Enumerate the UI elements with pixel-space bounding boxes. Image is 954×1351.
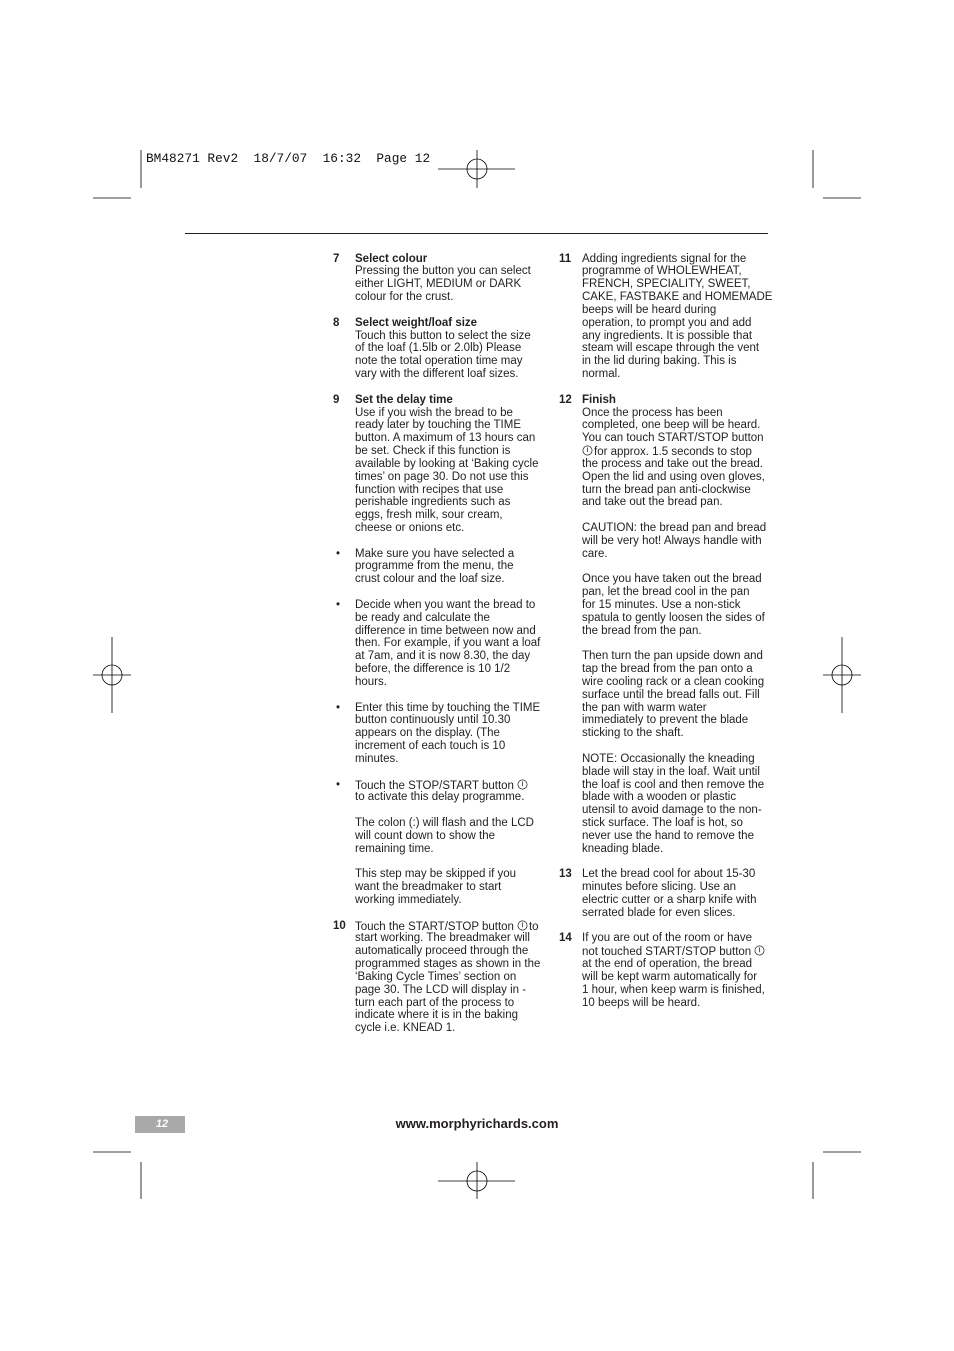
item-number: 10 [333,919,346,932]
crop-mark-top-right [813,150,861,198]
text-line [355,920,540,933]
paragraph [355,265,531,303]
text-line: appears on the display. (The [355,727,500,740]
paragraph [355,330,531,381]
paragraph [355,779,534,805]
instruction-item [333,920,540,1035]
paragraph [355,548,514,586]
item-heading: Select weight/loaf size [355,316,478,329]
text-segment: Touch the STOP/START button [355,779,514,792]
text-line: cycle i.e. KNEAD 1. [355,1022,456,1035]
instruction-item [559,253,772,381]
text-segment: for approx. 1.5 seconds to stop [594,446,752,459]
item-body [582,253,772,381]
text-line: immediately to prevent the blade [582,714,749,727]
text-line: Pressing the button you can select [355,265,531,278]
item-body [355,548,514,586]
text-line: working immediately. [355,894,462,906]
text-line: vary with the different loaf sizes. [355,368,519,381]
item-number: 14 [559,932,572,945]
bullet-item [333,779,540,907]
paragraph [582,932,766,1009]
text-line: ready later by touching the TIME [355,419,521,432]
item-number: 9 [333,393,340,406]
text-line: will be very hot! Always handle with [582,534,762,547]
text-line: Use if you wish the bread to be [355,406,513,419]
text-line: steam will escape through the vent [582,342,760,355]
text-line: available by looking at ‘Baking cycle [355,457,539,470]
bullet-item [333,702,540,766]
text-line: tap the bread from the pan onto a [582,663,753,676]
item-body [355,779,534,907]
text-line: blade with a wooden or plastic [582,791,737,804]
text-line: be ready and calculate the [355,611,490,624]
item-heading: Set the delay time [355,393,453,406]
text-line: surface until the bread falls out. Fill [582,688,760,701]
text-line: Enter this time by touching the TIME [355,701,541,714]
registration-mark-bottom [438,1162,515,1199]
registration-mark-right [823,637,861,713]
text-line: indicate where it is in the baking [355,1009,519,1022]
text-line: button. A maximum of 13 hours can [355,432,536,445]
text-line: The colon (:) will flash and the LCD [355,817,534,830]
text-line: eggs, fresh milk, sour cream, [355,509,503,522]
item-heading: Finish [582,393,616,406]
text-line: will be kept warm automatically for [582,970,758,983]
text-line: operation, to prompt you and add [582,316,752,329]
text-line: You can touch START/STOP button [582,432,764,445]
bullet-item [333,599,540,689]
power-icon [517,920,528,931]
text-line: care. [582,547,608,560]
text-line: Let the bread cool for about 15-30 [582,868,756,881]
text-line: Touch this button to select the size [355,329,531,342]
text-line: at the end of operation, the bread [582,958,753,971]
item-body [355,599,540,689]
registration-mark-left [93,637,131,713]
text-line: note the total operation time may [355,355,523,368]
instruction-item [559,868,772,919]
text-line: Adding ingredients signal for the [582,252,747,265]
text-line: ‘Baking Cycle Times’ section on [355,970,517,983]
item-number: 13 [559,868,572,881]
text-line: perishable ingredients such as [355,496,511,509]
registration-mark-top [438,150,515,188]
text-line: If you are out of the room or have [582,932,753,945]
text-line: crust colour and the loaf size. [355,573,505,586]
text-line: colour for the crust. [355,291,454,304]
text-line: Open the lid and using oven gloves, [582,470,765,483]
text-line: the loaf is cool and then remove the [582,778,765,791]
text-line: serrated blade for even slices. [582,906,736,919]
text-line: hours. [355,675,387,688]
text-line: any ingredients. It is possible that [582,329,753,342]
text-line: sticking to the shaft. [582,727,684,740]
text-line: spatula to gently loosen the sides of [582,611,765,624]
text-line: utensil to avoid damage to the non- [582,804,762,817]
text-line: 1 hour, when keep warm is finished, [582,983,765,996]
instruction-item [559,394,772,856]
item-number: 11 [559,252,572,265]
left-column [333,253,540,1048]
paragraph [582,573,766,637]
text-segment: Touch the START/STOP button [355,920,514,933]
paragraph [582,407,766,510]
text-line: remaining time. [355,842,434,855]
text-line: for 15 minutes. Use a non-stick [582,598,741,611]
crop-mark-bottom-right [813,1152,861,1199]
text-line: the process and take out the bread. [582,457,763,470]
text-line: programme of WHOLEWHEAT, [582,265,742,278]
text-line [355,779,534,792]
text-line: and take out the bread pan. [582,496,723,509]
crop-mark-top-left [93,150,141,198]
text-line: normal. [582,368,621,381]
text-line: turn each part of the process to [355,996,515,1009]
text-line: be set. Check if this function is [355,445,511,458]
text-line: at 7am, and it is now 8.30, the day [355,650,531,663]
item-body [355,317,531,381]
crop-mark-bottom-left [93,1152,141,1199]
text-line: kneading blade. [582,842,664,855]
instruction-item [559,932,772,1009]
text-line: Then turn the pan upside down and [582,650,763,663]
instruction-item [333,317,540,381]
paragraph [582,522,766,560]
text-line: stick surface. The loaf is hot, so [582,817,743,830]
text-line: minutes before slicing. Use an [582,881,737,894]
text-segment: not touched START/STOP button [582,946,752,959]
text-line: programmed stages as shown in the [355,958,541,971]
bullet-marker: • [336,598,341,611]
bullet-item [333,548,540,586]
text-line: button continuously until 10.30 [355,714,511,727]
text-line: Make sure you have selected a [355,547,515,560]
item-body [355,702,540,766]
paragraph [355,868,534,906]
item-body [582,394,766,856]
item-number: 12 [559,393,572,406]
text-line: to activate this delay programme. [355,791,525,804]
text-line: turn the bread pan anti-clockwise [582,483,751,496]
text-line: before, the difference is 10 1/2 [355,663,511,676]
text-line: Once the process has been [582,406,723,419]
text-line: cheese or onions etc. [355,521,465,534]
text-segment: to [528,920,539,933]
text-line: completed, one beep will be heard. [582,419,761,432]
paragraph [355,407,538,535]
text-line: programme from the menu, the [355,560,514,573]
text-line: Once you have taken out the bread [582,573,762,586]
paragraph [355,817,534,855]
text-line: in the lid during baking. This is [582,355,737,368]
text-line: blade will stay in the loaf. Wait until [582,765,760,778]
text-line: the pan with warm water [582,701,707,714]
paragraph [582,868,757,919]
print-slug: BM48271 Rev2 18/7/07 16:32 Page 12 [146,151,431,166]
paragraph [355,920,540,1035]
paragraph [355,599,540,689]
text-line: never use the hand to remove the [582,829,754,842]
text-line: difference in time between now and [355,624,536,637]
text-line [582,945,766,958]
page-number: 12 [155,1118,169,1130]
power-icon [517,779,528,790]
power-icon [754,945,765,956]
bullet-marker: • [336,701,341,714]
bullet-marker: • [336,778,341,791]
text-line: page 30. The LCD will display in - [355,983,527,996]
text-line: 10 beeps will be heard. [582,996,701,1009]
text-line: want the breadmaker to start [355,881,502,894]
text-line: increment of each touch is 10 [355,740,506,753]
text-line: CAUTION: the bread pan and bread [582,521,767,534]
text-line: CAKE, FASTBAKE and HOMEMADE [582,291,773,304]
text-line: NOTE: Occasionally the kneading [582,752,755,765]
power-icon [582,445,593,456]
text-line: automatically proceed through the [355,945,529,958]
text-line: beeps will be heard during [582,303,717,316]
text-line: FRENCH, SPECIALITY, SWEET, [582,278,751,291]
item-body [582,932,766,1009]
text-line: the bread from the pan. [582,624,702,637]
text-line: of the loaf (1.5lb or 2.0lb) Please [355,342,522,355]
text-line: pan, let the bread cool in the pan [582,586,750,599]
text-line [582,445,766,458]
bullet-marker: • [336,547,341,560]
paragraph [582,753,766,856]
website-url: www.morphyrichards.com [395,1116,559,1131]
item-body [355,394,538,535]
instruction-item [333,253,540,304]
paragraph [355,702,540,766]
text-line: minutes. [355,752,399,765]
item-number: 8 [333,316,340,329]
paragraph [582,650,766,740]
text-line: either LIGHT, MEDIUM or DARK [355,278,522,291]
item-body [355,920,540,1035]
text-line: wire cooling rack or a clean cooking [582,675,765,688]
text-line: electric cutter or a sharp knife with [582,894,757,906]
right-column [559,253,772,1023]
item-heading: Select colour [355,252,428,265]
item-body [355,253,531,304]
paragraph [582,253,772,381]
text-line: start working. The breadmaker will [355,932,530,945]
text-line: will count down to show the [355,829,495,842]
text-line: then. For example, if you want a loaf [355,637,541,650]
text-line: Decide when you want the bread to [355,598,536,611]
text-line: This step may be skipped if you [355,868,517,881]
text-line: function with recipes that use [355,483,504,496]
text-line: times’ on page 30. Do not use this [355,470,529,483]
item-number: 7 [333,252,340,265]
item-body [582,868,757,919]
instruction-item [333,394,540,535]
